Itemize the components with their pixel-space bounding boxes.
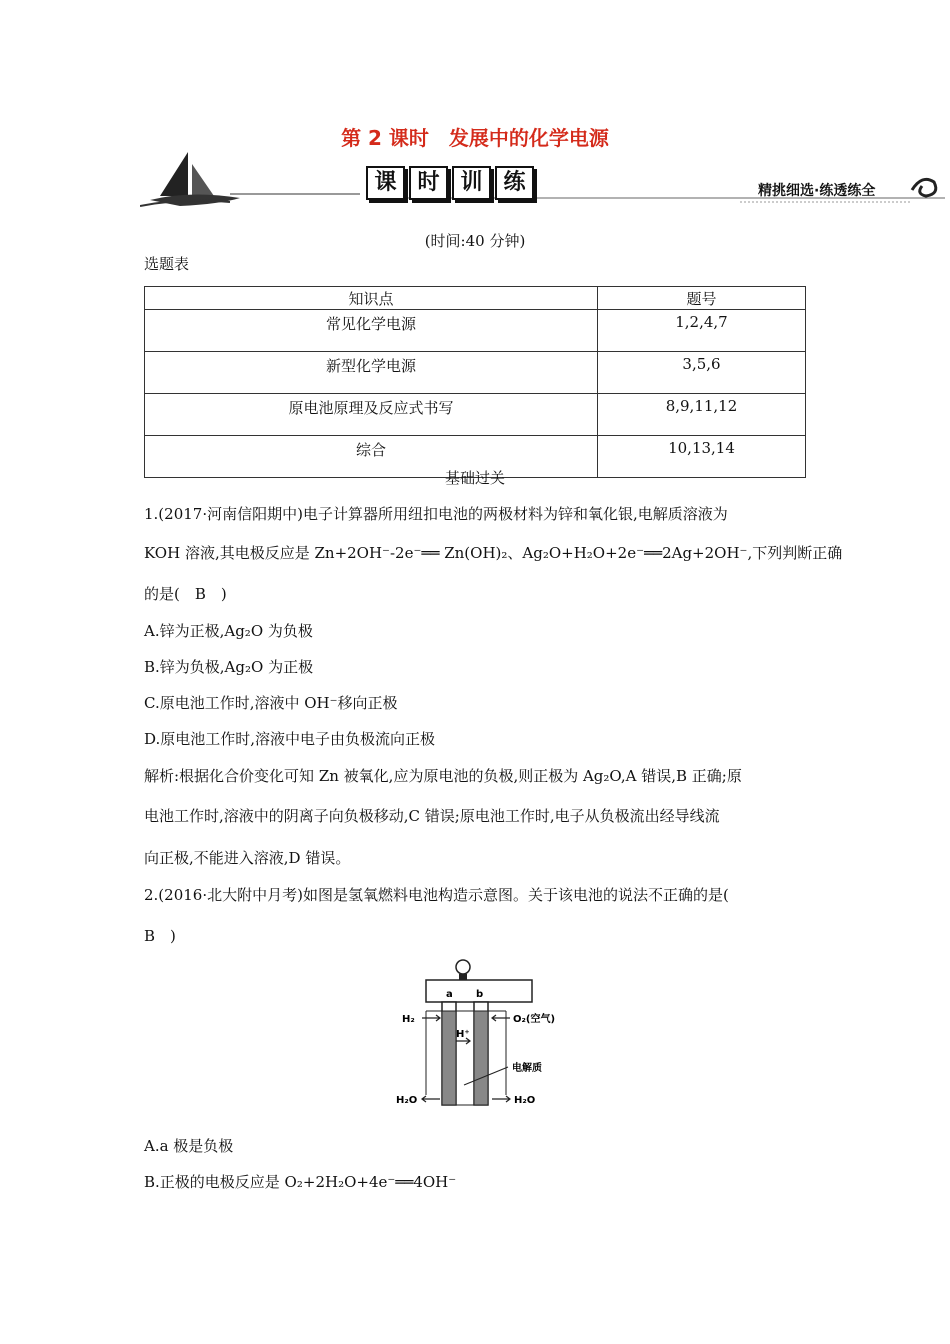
banner-char: 时 [409, 166, 448, 200]
q1-option-c: C.原电池工作时,溶液中 OH⁻移向正极 [144, 694, 398, 712]
banner-tagline: 精挑细选·练透练全 [758, 183, 876, 199]
q1-option-a: A.锌为正极,Ag₂O 为负极 [144, 622, 313, 640]
label-h2o-right: H₂O [514, 1095, 536, 1106]
q2-stem-line: B ) [144, 927, 176, 945]
table-cell: 3,5,6 [598, 352, 806, 394]
table-cell: 10,13,14 [598, 436, 806, 478]
table-row [145, 394, 806, 436]
lesson-banner [140, 150, 945, 212]
anode-electrode [442, 1011, 456, 1105]
column-header: 题号 [598, 287, 806, 310]
label-b: b [476, 989, 484, 1000]
q1-stem-line: KOH 溶液,其电极反应是 Zn+2OH⁻-2e⁻══ Zn(OH)₂、Ag₂O+H₂O+2e⁻══2Ag+2OH⁻,下列判断正确 [144, 544, 843, 562]
table-caption: 选题表 [144, 255, 190, 273]
page-title: 第 2 课时 发展中的化学电源 [341, 126, 609, 150]
q2-option-a: A.a 极是负极 [144, 1137, 234, 1155]
table-cell: 新型化学电源 [145, 352, 598, 394]
section-title: 基础过关 [444, 469, 505, 487]
q1-option-b: B.锌为负极,Ag₂O 为正极 [144, 658, 314, 676]
q1-option-d: D.原电池工作时,溶液中电子由负极流向正极 [144, 730, 436, 748]
label-h-plus: H⁺ [456, 1029, 470, 1040]
label-o2: O₂(空气) [513, 1014, 556, 1025]
q1-analysis-line: 解析:根据化合价变化可知 Zn 被氧化,应为原电池的负极,则正极为 Ag₂O,A 错误,B 正确;原 [144, 767, 742, 785]
label-h2: H₂ [402, 1014, 415, 1025]
cathode-electrode [474, 1011, 488, 1105]
table-cell: 8,9,11,12 [598, 394, 806, 436]
label-a: a [446, 989, 453, 1000]
banner-heading [366, 166, 534, 200]
banner-char: 课 [366, 166, 405, 200]
h2o-outlet-arrow-icon [422, 1096, 440, 1102]
o2-inlet-arrow-icon [492, 1015, 510, 1021]
topic-table [144, 286, 806, 478]
fuel-cell-diagram [396, 955, 562, 1115]
bulb-icon [456, 960, 470, 980]
label-electrolyte: 电解质 [512, 1063, 542, 1074]
table-cell: 综合 [145, 436, 598, 478]
banner-char: 训 [452, 166, 491, 200]
table-cell: 常见化学电源 [145, 310, 598, 352]
time-limit: (时间:40 分钟) [424, 232, 526, 250]
column-header: 知识点 [145, 287, 598, 310]
h2o-outlet-arrow-icon [492, 1096, 510, 1102]
table-row [145, 352, 806, 394]
q2-option-b: B.正极的电极反应是 O₂+2H₂O+4e⁻══4OH⁻ [144, 1173, 457, 1191]
table-header-row [145, 287, 806, 310]
h2-inlet-arrow-icon [422, 1015, 440, 1021]
q1-analysis-line: 电池工作时,溶液中的阴离子向负极移动,C 错误;原电池工作时,电子从负极流出经导线流 [144, 807, 720, 825]
q1-stem-line: 的是( B ) [144, 585, 227, 603]
q1-stem-line: 1.(2017·河南信阳期中)电子计算器所用纽扣电池的两极材料为锌和氧化银,电解质溶液为 [144, 505, 728, 523]
banner-char: 练 [495, 166, 534, 200]
table-cell: 原电池原理及反应式书写 [145, 394, 598, 436]
table-row [145, 310, 806, 352]
q1-analysis-line: 向正极,不能进入溶液,D 错误。 [144, 849, 351, 867]
q2-stem-line: 2.(2016·北大附中月考)如图是氢氧燃料电池构造示意图。关于该电池的说法不正确的是( [144, 886, 729, 904]
table-cell: 1,2,4,7 [598, 310, 806, 352]
label-h2o-left: H₂O [396, 1095, 418, 1106]
